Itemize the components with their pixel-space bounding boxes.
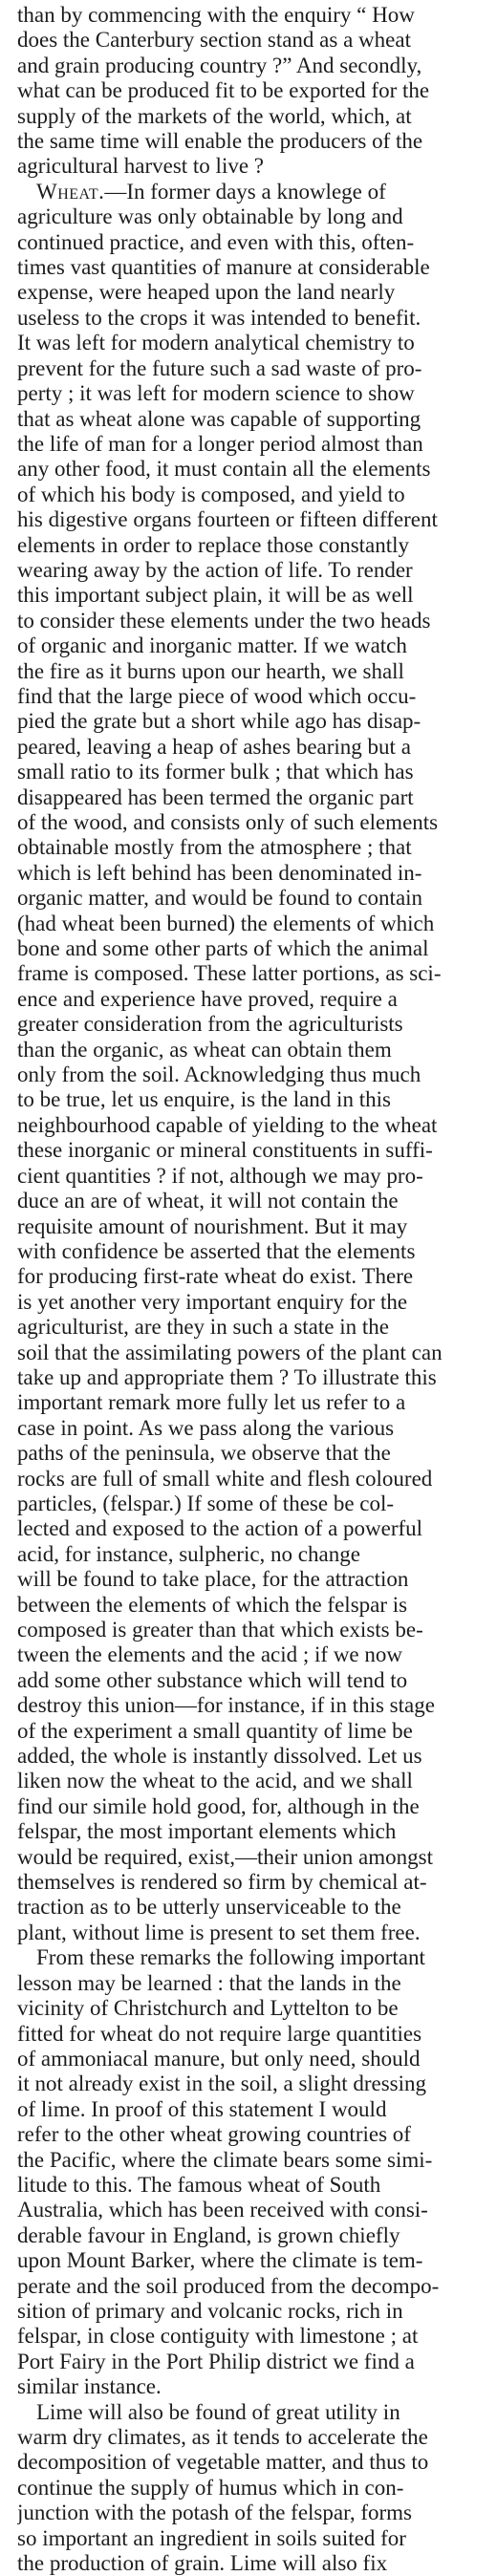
text-line: the fire as it burns upon our hearth, we shall bbox=[17, 658, 404, 683]
text-line: times vast quantities of manure at considerable bbox=[17, 255, 430, 280]
section-heading: Wheat. bbox=[36, 179, 105, 204]
text-line: bone and some other parts of which the animal bbox=[17, 936, 429, 961]
text-line: felspar, the most important elements which bbox=[17, 1819, 397, 1844]
text-line: Australia, which has been received with consi- bbox=[17, 2198, 428, 2222]
text-line: of the experiment a small quantity of lime be bbox=[17, 1718, 413, 1743]
text-line: decomposition of vegetable matter, and thus to bbox=[17, 2450, 429, 2475]
text-line: sition of primary and volcanic rocks, rich in bbox=[17, 2298, 403, 2323]
text-line: so important an ingredient in soils suited for bbox=[17, 2525, 406, 2550]
text-line: of ammoniacal manure, but only need, should bbox=[17, 2046, 421, 2071]
text-line: case in point. As we pass along the various bbox=[17, 1415, 395, 1440]
text-line: take up and appropriate them ? To illustrate this bbox=[17, 1364, 437, 1389]
text-line: what can be produced fit to be exported for the bbox=[17, 78, 430, 103]
text-line: similar instance. bbox=[17, 2374, 162, 2399]
text-line: composed is greater than that which exists be- bbox=[17, 1618, 423, 1642]
paragraph-wheat bbox=[17, 180, 476, 1945]
text-line: paths of the peninsula, we observe that the bbox=[17, 1441, 391, 1466]
paragraph-lime bbox=[17, 2400, 476, 2576]
text-line: wearing away by the action of life. To render bbox=[17, 557, 413, 582]
text-line: agricultural harvest to live ? bbox=[17, 154, 265, 179]
text-line: agriculturist, are they in such a state in the bbox=[17, 1315, 389, 1340]
text-line: traction as to be utterly unserviceable to the bbox=[17, 1895, 401, 1920]
text-line: vicinity of Christchurch and Lyttelton to be bbox=[17, 1996, 399, 2021]
paragraph-lesson bbox=[17, 1945, 476, 2399]
text-line: the life of man for a longer period almost than bbox=[17, 431, 423, 456]
text-line: (had wheat been burned) the elements of which bbox=[17, 911, 435, 935]
text-line: useless to the crops it was intended to benefit. bbox=[17, 305, 421, 330]
text-line: Port Fairy in the Port Philip district we find a bbox=[17, 2349, 415, 2373]
text-line-content: —In former days a knowlege of bbox=[104, 179, 386, 204]
text-line: which is left behind has been denominated in- bbox=[17, 860, 422, 885]
text-line: acid, for instance, sulpheric, no change bbox=[17, 1541, 360, 1566]
text-line: will be found to take place, for the attraction bbox=[17, 1567, 409, 1592]
text-line: derable favour in England, is grown chiefly bbox=[17, 2222, 400, 2247]
text-line: add some other substance which will tend to bbox=[17, 1667, 408, 1692]
text-line: for producing first-rate wheat do exist. There bbox=[17, 1264, 414, 1289]
text-line: added, the whole is instantly dissolved. Let us bbox=[17, 1744, 422, 1769]
text-line: neighbourhood capable of yielding to the wheat bbox=[17, 1112, 438, 1137]
text-line: fitted for wheat do not require large quantities bbox=[17, 2021, 422, 2046]
text-line: perty ; it was left for modern science to show bbox=[17, 381, 415, 406]
text-line: greater consideration from the agriculturists bbox=[17, 1012, 403, 1037]
text-line: duce an are of wheat, it will not contain the bbox=[17, 1189, 399, 1213]
text-line: of which his body is composed, and yield to bbox=[17, 482, 405, 506]
text-line: any other food, it must contain all the elements bbox=[17, 457, 431, 482]
text-line: prevent for the future such a sad waste of pro- bbox=[17, 355, 422, 380]
text-line: his digestive organs fourteen or fifteen different bbox=[17, 507, 438, 532]
text-line: liken now the wheat to the acid, and we shall bbox=[17, 1769, 413, 1793]
text-line: obtainable mostly from the atmosphere ; that bbox=[17, 835, 412, 860]
text-line: supply of the markets of the world, which, at bbox=[17, 103, 412, 128]
text-line: only from the soil. Acknowledging thus much bbox=[17, 1063, 421, 1087]
text-line: perate and the soil produced from the decompo- bbox=[17, 2273, 440, 2298]
text-line: to be true, let us enquire, is the land in this bbox=[17, 1087, 391, 1112]
paragraph-intro bbox=[17, 3, 476, 180]
text-line: From these remarks the following important bbox=[36, 1945, 425, 1970]
text-line: Lime will also be found of great utility in bbox=[36, 2399, 400, 2424]
text-line: of organic and inorganic matter. If we watch bbox=[17, 633, 407, 658]
text-line: than by commencing with the enquiry “ How bbox=[17, 3, 415, 27]
text-line: small ratio to its former bulk ; that which has bbox=[17, 760, 414, 784]
text-line: agriculture was only obtainable by long and bbox=[17, 204, 403, 229]
text-line: frame is composed. These latter portions, as sci- bbox=[17, 961, 442, 986]
text-line: refer to the other wheat growing countries of bbox=[17, 2122, 411, 2147]
text-line: would be required, exist,—their union amongst bbox=[17, 1844, 434, 1869]
text-line: that as wheat alone was capable of supporting bbox=[17, 406, 421, 431]
text-line: to consider these elements under the two heads bbox=[17, 608, 431, 633]
text-line: is yet another very important enquiry for the bbox=[17, 1289, 408, 1314]
text-line: particles, (felspar.) If some of these be col- bbox=[17, 1491, 395, 1515]
text-line: felspar, in close contiguity with limestone ; at bbox=[17, 2324, 419, 2349]
text-line: of lime. In proof of this statement I would bbox=[17, 2096, 387, 2121]
text-line: lesson may be learned : that the lands in the bbox=[17, 1970, 401, 1995]
text-line: requisite amount of nourishment. But it may bbox=[17, 1213, 408, 1238]
text-line: than the organic, as wheat can obtain them bbox=[17, 1037, 392, 1062]
text-line: litude to this. The famous wheat of South bbox=[17, 2172, 381, 2197]
text-line: between the elements of which the felspar is bbox=[17, 1592, 408, 1617]
text-line: lected and exposed to the action of a powerful bbox=[17, 1516, 423, 1541]
text-line: plant, without lime is present to set them free. bbox=[17, 1920, 421, 1944]
text-line: It was left for modern analytical chemistry to bbox=[17, 331, 415, 355]
text-line: continue the supply of humus which in con- bbox=[17, 2475, 404, 2500]
text-line: it not already exist in the soil, a slight dressing bbox=[17, 2072, 426, 2096]
text-line: these inorganic or mineral constituents in suffi- bbox=[17, 1138, 433, 1163]
text-line: the same time will enable the producers of the bbox=[17, 129, 423, 154]
text-line: expense, were heaped upon the land nearly bbox=[17, 280, 396, 305]
text-line: disappeared has been termed the organic part bbox=[17, 784, 414, 809]
text-line: organic matter, and would be found to contain bbox=[17, 886, 423, 911]
text-line: pied the grate but a short while ago has disap- bbox=[17, 709, 421, 734]
text-line: rocks are full of small white and flesh coloured bbox=[17, 1466, 433, 1491]
text-line: important remark more fully let us refer to a bbox=[17, 1390, 406, 1415]
text-line: ence and experience have proved, require a bbox=[17, 986, 398, 1011]
text-line: this important subject plain, it will be as well bbox=[17, 583, 414, 608]
text-line: peared, leaving a heap of ashes bearing but a bbox=[17, 734, 411, 759]
text-line: does the Canterbury section stand as a wheat bbox=[17, 28, 411, 53]
text-line: of the wood, and consists only of such elements bbox=[17, 810, 439, 834]
text-line: continued practice, and even with this, often- bbox=[17, 229, 415, 254]
text-line: soil that the assimilating powers of the plant can bbox=[17, 1340, 443, 1364]
text-line: and grain producing country ?” And secondly, bbox=[17, 53, 422, 77]
text-line: find that the large piece of wood which occu- bbox=[17, 683, 417, 708]
text-line bbox=[17, 180, 476, 204]
text-line: junction with the potash of the felspar, forms bbox=[17, 2501, 412, 2525]
text-line: the Pacific, where the climate bears some simi- bbox=[17, 2147, 433, 2172]
text-line: tween the elements and the acid ; if we now bbox=[17, 1642, 402, 1667]
text-line: with confidence be asserted that the elements bbox=[17, 1238, 416, 1263]
text-line: find our simile hold good, for, although in the bbox=[17, 1793, 420, 1818]
text-line: the production of grain. Lime will also fix bbox=[17, 2551, 388, 2576]
text-line: upon Mount Barker, where the climate is tem- bbox=[17, 2248, 423, 2273]
text-line: cient quantities ? if not, although we may pro- bbox=[17, 1163, 423, 1188]
text-line: themselves is rendered so firm by chemical at- bbox=[17, 1870, 427, 1895]
text-line: elements in order to replace those constantly bbox=[17, 532, 410, 557]
text-line: destroy this union—for instance, if in this stage bbox=[17, 1693, 435, 1718]
text-line: warm dry climates, as it tends to accelerate the bbox=[17, 2425, 428, 2449]
